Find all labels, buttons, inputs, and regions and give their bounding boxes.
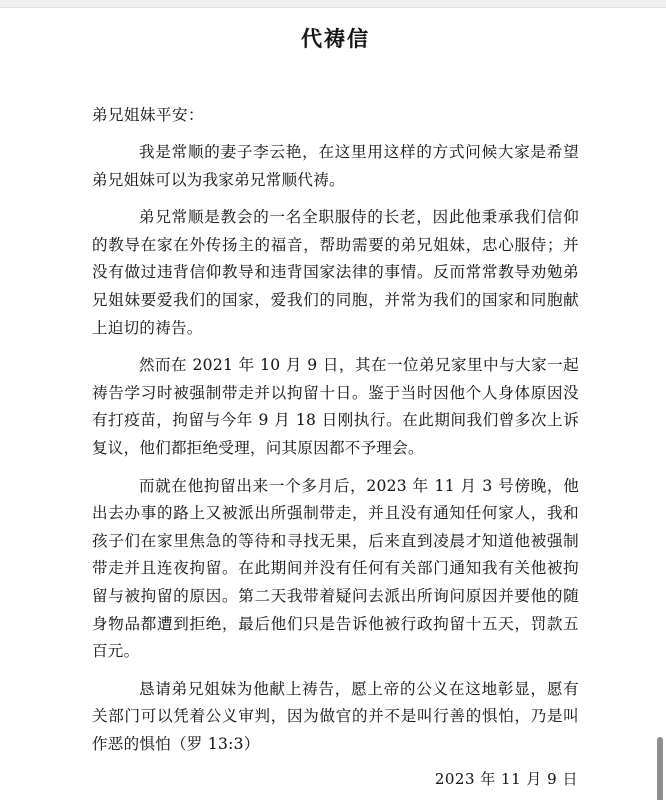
paragraph-background: 弟兄常顺是教会的一名全职服侍的长老，因此他秉承我们信仰的教导在家在外传扬主的福音，帮助需要的弟兄姐妹，忠心服侍；并没有做过违背信仰教导和违背国家法律的事情。反而常常教导劝勉弟兄姐妹要爱我们的国家，爱我们的同胞，并常为我们的国家和同胞献上迫切的祷告。 — [92, 208, 579, 337]
document-title: 代祷信 — [301, 26, 370, 51]
paragraph-first-detention: 然而在 2021 年 10 月 9 日，其在一位弟兄家里中与大家一起祷告学习时被强制带走并以拘留十日。鉴于当时因他个人身体原因没有打疫苗，拘留与今年 9 月 18 日刚执行。在此期间我们曾多次上诉复议，他们都拒绝受理，问其原因都不予理会。 — [92, 356, 579, 457]
paragraph-prayer-request: 恳请弟兄姐妹为他献上祷告，愿上帝的公义在这地彰显，愿有关部门可以凭着公义审判，因为做官的并不是叫行善的惧怕，乃是叫作恶的惧怕（罗 13:3） — [92, 679, 579, 753]
paragraph-intro: 我是常顺的妻子李云艳，在这里用这样的方式问候大家是希望弟兄姐妹可以为我家弟兄常顺代祷。 — [92, 143, 579, 189]
document-date: 2023 年 11 月 9 日 — [434, 770, 578, 788]
salutation: 弟兄姐妹平安： — [92, 106, 205, 124]
document-page — [92, 9, 579, 758]
paragraph-second-detention: 而就在他拘留出来一个多月后，2023 年 11 月 3 号傍晚，他出去办事的路上又被派出所强制带走，并且没有通知任何家人，我和孩子们在家里焦急的等待和寻找无果，后来直到凌晨才知道他被强制带走并且连夜拘留。在此期间并没有任何有关部门通知我有关他被拘留与被拘留的原因。第二天我带着疑问去派出所询问原因并要他的随身物品都遭到拒绝，最后他们只是告诉他被行政拘留十五天，罚款五百元。 — [92, 476, 579, 661]
scrollbar-thumb[interactable] — [657, 737, 663, 800]
top-divider-bar — [0, 0, 666, 8]
document-body — [92, 139, 579, 758]
